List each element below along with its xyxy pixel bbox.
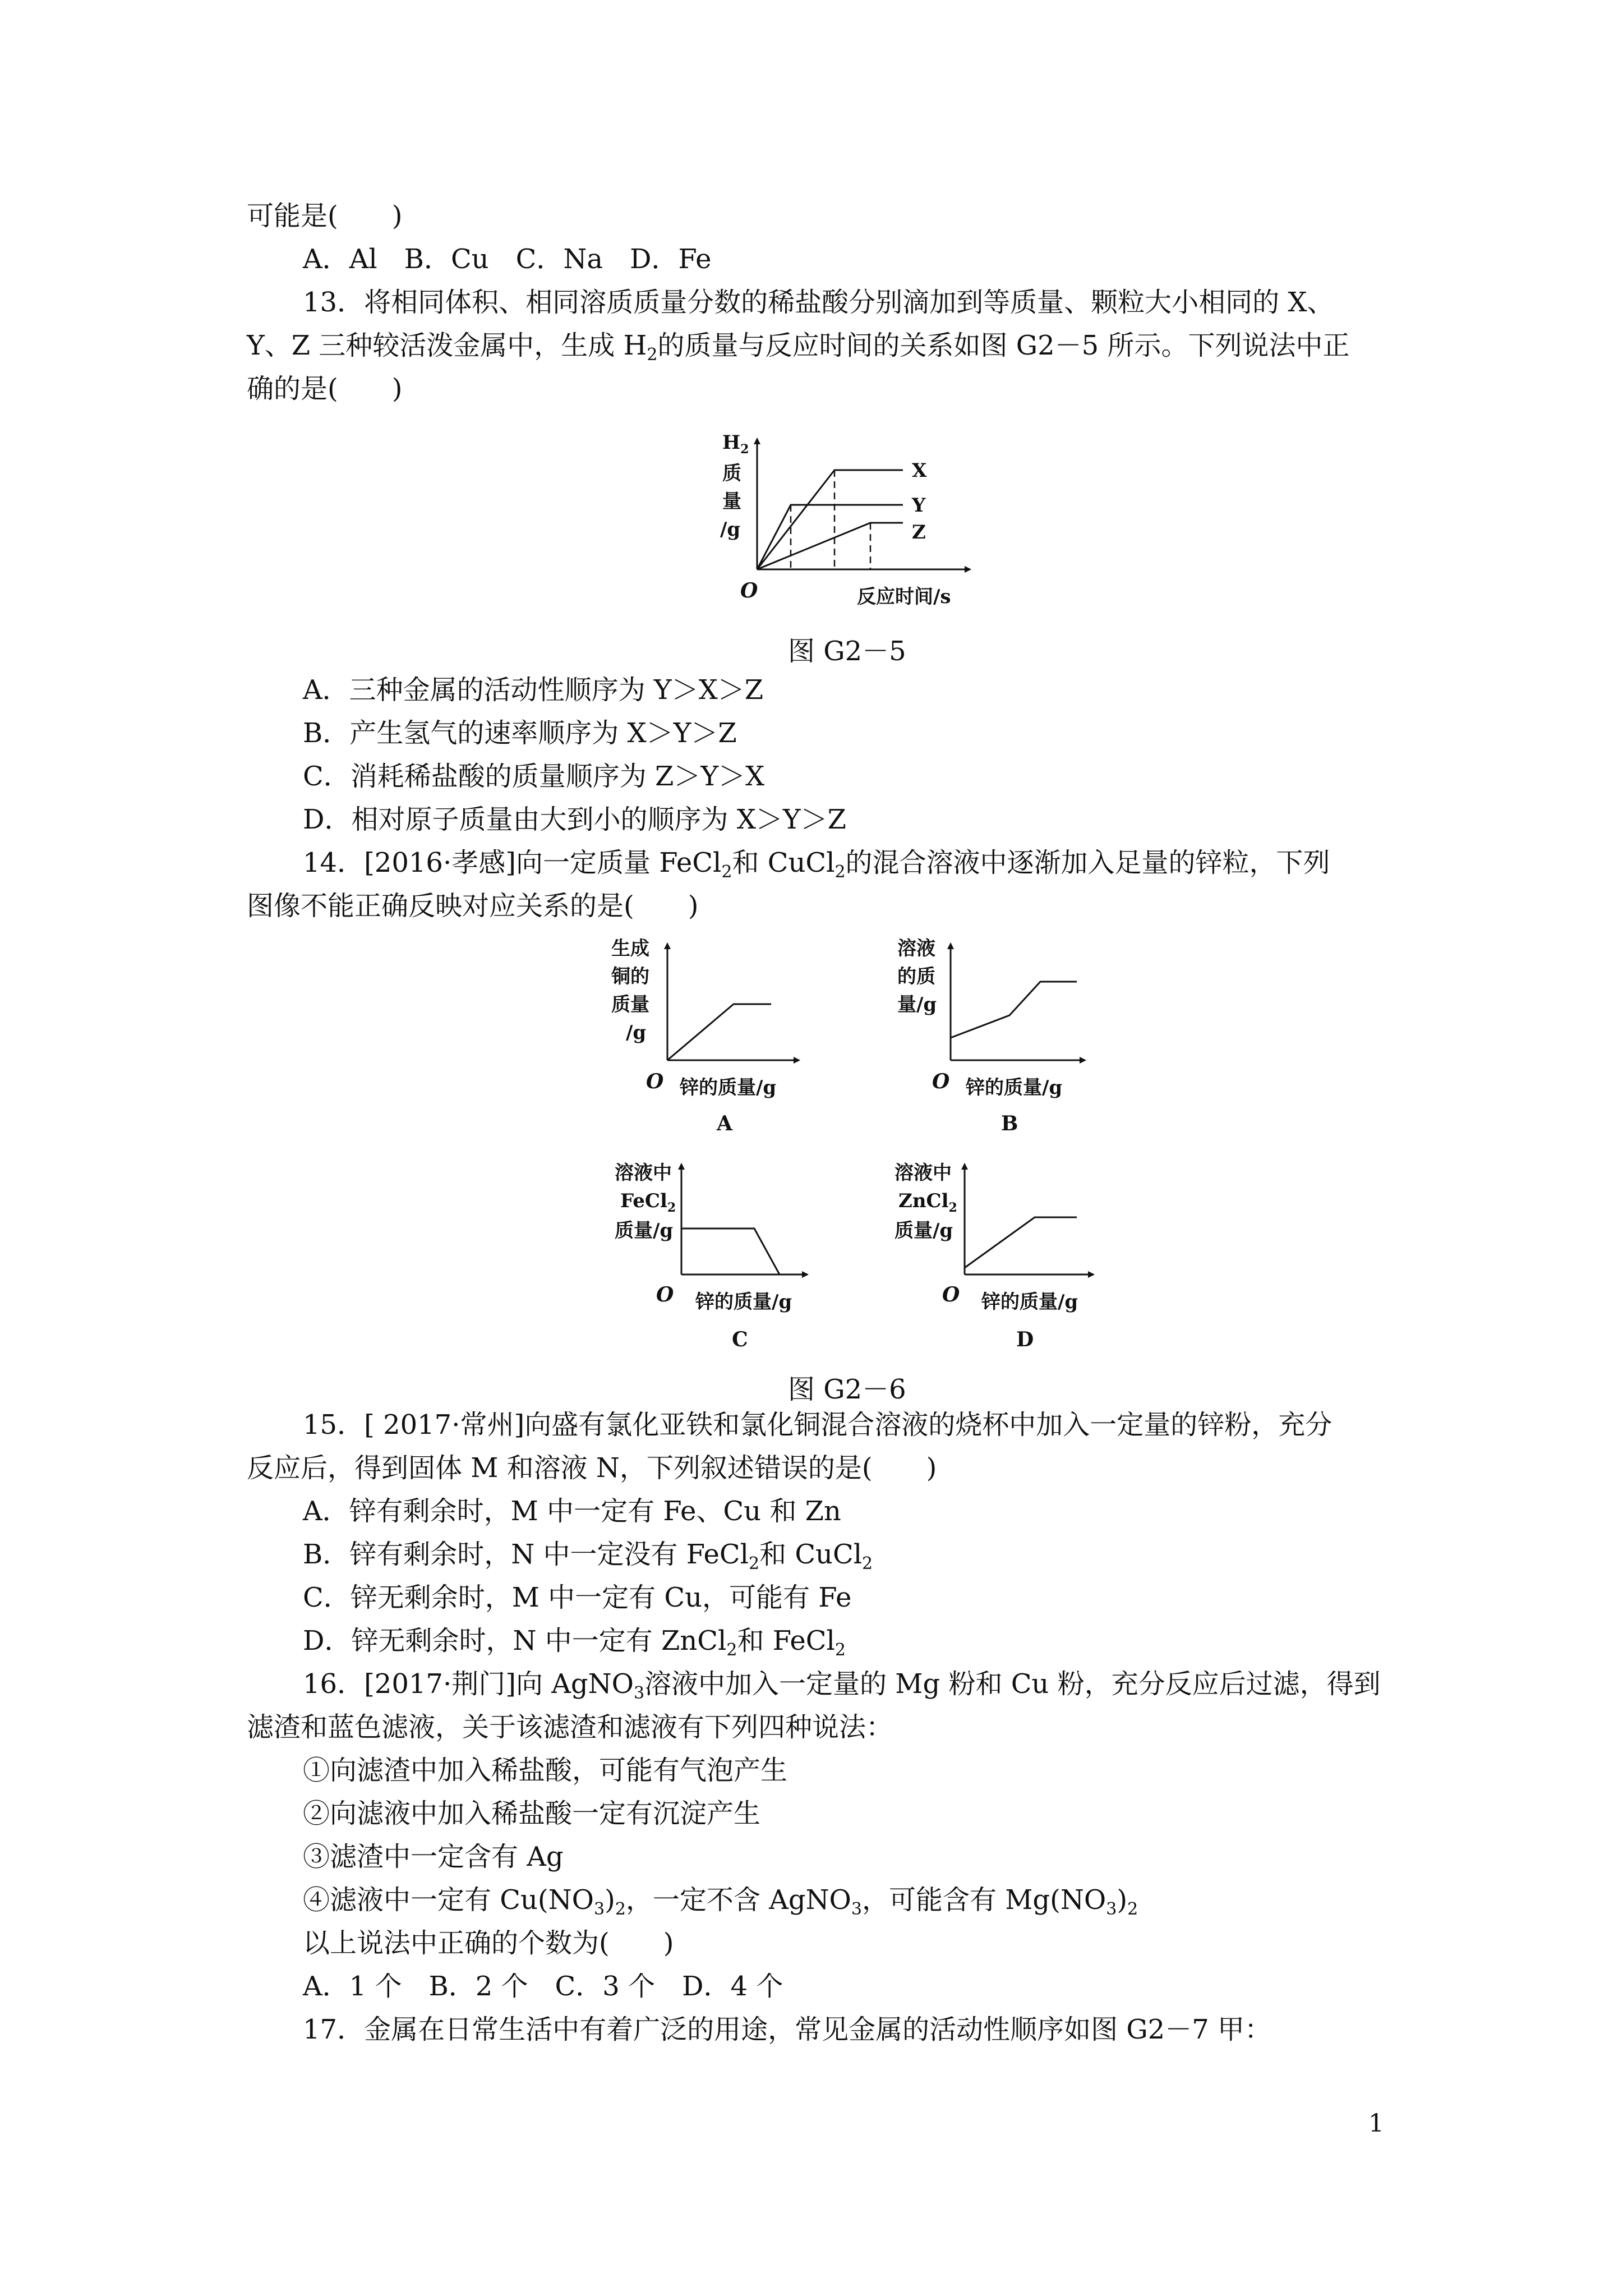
- option-a: A．锌有剩余时，M 中一定有 Fe、Cu 和 Zn: [303, 1496, 841, 1527]
- svg-text:锌的质量/g: 锌的质量/g: [695, 1291, 792, 1313]
- svg-text:的质: 的质: [897, 965, 935, 988]
- graph-d: [895, 1162, 1094, 1351]
- graph-c: [615, 1162, 808, 1351]
- question-14-line-1: 14．[2016·孝感]向一定质量 FeCl$_2$和 CuCl$_2$的混合溶液中逐渐加入足量的锌粒，下列: [303, 847, 1330, 882]
- statement-2: ②向滤液中加入稀盐酸一定有沉淀产生: [303, 1798, 761, 1829]
- statement-3: ③滤渣中一定含有 Ag: [303, 1841, 564, 1872]
- graph-d-line: [965, 1217, 1077, 1268]
- svg-text:溶液中: 溶液中: [895, 1162, 952, 1184]
- question-16-prompt: 以上说法中正确的个数为( ): [303, 1927, 674, 1959]
- question-15-line-1: 15．[ 2017·常州]向盛有氯化亚铁和氯化铜混合溶液的烧杯中加入一定量的锌粉，充分: [303, 1409, 1332, 1441]
- svg-text:锌的质量/g: 锌的质量/g: [981, 1291, 1078, 1313]
- svg-text:FeCl2: FeCl$_2$: [620, 1190, 676, 1215]
- question-16-line-2: 滤渣和蓝色滤液，关于该滤渣和滤液有下列四种说法：: [247, 1711, 893, 1743]
- y-label-3: /g: [720, 518, 741, 541]
- question-13-line-2: Y、Z 三种较活泼金属中，生成 $H_2$的质量与反应时间的关系如图 G2－5 所示。下列说法中正: [247, 330, 1350, 365]
- graph-a-line: [667, 1004, 771, 1060]
- page-number: 1: [1368, 2109, 1384, 2138]
- text-line: 可能是( ): [247, 200, 403, 232]
- series-x-line: [757, 470, 903, 569]
- question-14-line-2: 图像不能正确反映对应关系的是( ): [247, 890, 699, 922]
- svg-text:铜的: 铜的: [611, 965, 649, 988]
- question-15-line-2: 反应后，得到固体 M 和溶液 N，下列叙述错误的是( ): [247, 1452, 937, 1484]
- series-z-line: [757, 523, 903, 569]
- statement-1: ①向滤渣中加入稀盐酸，可能有气泡产生: [303, 1755, 788, 1786]
- graph-c-line: [681, 1228, 780, 1274]
- y-label-1: 质: [722, 462, 741, 485]
- svg-text:质量/g: 质量/g: [895, 1220, 953, 1242]
- graph-b-line: [951, 982, 1077, 1038]
- svg-text:质量/g: 质量/g: [615, 1220, 674, 1242]
- option-c: C．消耗稀盐酸的质量顺序为 Z＞Y＞X: [303, 761, 765, 792]
- svg-text:量/g: 量/g: [897, 993, 937, 1016]
- option-d: D．锌无剩余时，N 中一定有 ZnCl$_2$和 FeCl$_2$: [303, 1625, 846, 1660]
- figure-g2-5: [712, 426, 1004, 611]
- svg-text:A: A: [717, 1112, 732, 1135]
- svg-text:ZnCl2: ZnCl$_2$: [898, 1190, 957, 1215]
- svg-text:O: O: [656, 1283, 674, 1306]
- x-label: 反应时间/s: [857, 586, 951, 608]
- figure-g2-6: [583, 931, 1110, 1369]
- svg-text:质量: 质量: [611, 993, 649, 1016]
- series-x-label: X: [912, 459, 927, 482]
- svg-text:D: D: [1016, 1328, 1034, 1351]
- y-label-2: 量: [722, 490, 741, 513]
- option-a: A．三种金属的活动性顺序为 Y＞X＞Z: [303, 674, 764, 706]
- svg-text:溶液: 溶液: [897, 937, 935, 960]
- statement-4: ④滤液中一定有 $Cu(NO_3)_2$，一定不含 AgNO$_3$，可能含有 $Mg(NO_3)_2$: [303, 1884, 1138, 1919]
- option-b: B．锌有剩余时，N 中一定没有 FeCl$_2$和 CuCl$_2$: [303, 1539, 873, 1573]
- svg-text:O: O: [646, 1070, 664, 1093]
- question-13-line-3: 确的是( ): [247, 373, 403, 404]
- origin-label: O: [740, 579, 758, 602]
- y-label-h: $H_2$: [722, 431, 749, 457]
- svg-text:锌的质量/g: 锌的质量/g: [966, 1076, 1063, 1099]
- svg-text:C: C: [732, 1328, 748, 1351]
- svg-text:锌的质量/g: 锌的质量/g: [680, 1076, 777, 1099]
- svg-text:溶液中: 溶液中: [615, 1162, 672, 1184]
- question-16-options: A．1 个 B．2 个 C．3 个 D．4 个: [303, 1971, 783, 2002]
- graph-b: [897, 937, 1085, 1135]
- graph-a: [611, 937, 799, 1135]
- svg-text:O: O: [932, 1070, 950, 1093]
- svg-text:/g: /g: [626, 1022, 647, 1044]
- figure-caption: 图 G2－6: [788, 1374, 906, 1405]
- figure-caption: 图 G2－5: [788, 636, 906, 667]
- question-17-line-1: 17．金属在日常生活中有着广泛的用途，常见金属的活动性顺序如图 G2－7 甲：: [303, 2014, 1272, 2045]
- options-line: A．Al B．Cu C．Na D．Fe: [303, 243, 712, 275]
- option-b: B．产生氢气的速率顺序为 X＞Y＞Z: [303, 717, 737, 749]
- option-d: D．相对原子质量由大到小的顺序为 X＞Y＞Z: [303, 804, 846, 835]
- svg-text:O: O: [942, 1283, 960, 1306]
- question-13-line-1: 13．将相同体积、相同溶质质量分数的稀盐酸分别滴加到等质量、颗粒大小相同的 X、: [303, 287, 1334, 318]
- series-z-label: Z: [912, 521, 926, 544]
- series-y-label: Y: [912, 494, 926, 517]
- svg-text:生成: 生成: [611, 937, 649, 960]
- svg-text:B: B: [1001, 1112, 1018, 1135]
- option-c: C．锌无剩余时，M 中一定有 Cu，可能有 Fe: [303, 1582, 852, 1613]
- question-16-line-1: 16．[2017·荆门]向 AgNO$_3$溶液中加入一定量的 Mg 粉和 Cu 粉，充分反应后过滤，得到: [303, 1668, 1381, 1703]
